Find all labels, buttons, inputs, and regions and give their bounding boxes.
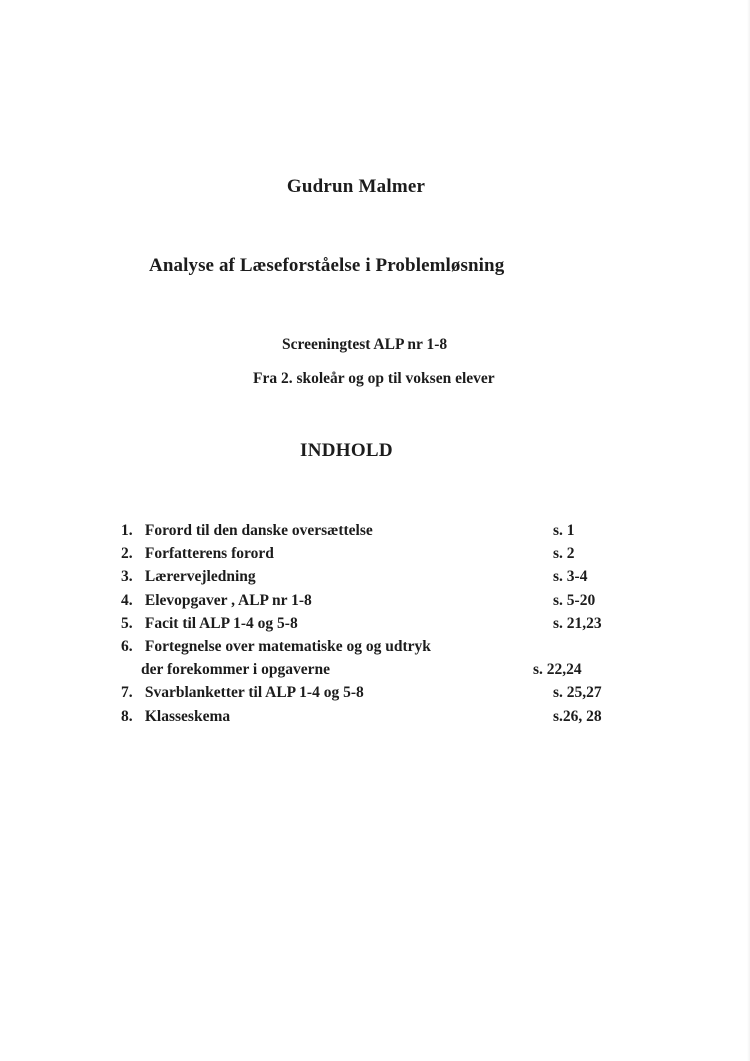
toc-entry-page: s. 2 — [553, 545, 575, 563]
toc-entry-page: s. 22,24 — [533, 661, 582, 679]
document-subtitle-audience: Fra 2. skoleår og op til voksen elever — [253, 370, 495, 387]
toc-entry-number: 8. — [121, 707, 133, 725]
toc-entry — [121, 705, 621, 728]
toc-entry-page: s. 3-4 — [553, 568, 588, 586]
toc-entry-title: Forfatterens forord — [144, 545, 274, 563]
toc-entry-continuation — [121, 658, 621, 681]
contents-heading: INDHOLD — [300, 440, 393, 461]
toc-entry — [121, 589, 621, 612]
toc-entry-page: s. 21,23 — [553, 614, 602, 632]
toc-entry-page: s. 1 — [553, 522, 575, 539]
toc-entry-page: s. 25,27 — [553, 684, 602, 702]
document-title: Analyse af Læseforståelse i Problemløsning — [149, 255, 505, 276]
table-of-contents — [121, 519, 621, 728]
toc-entry-page: s. 5-20 — [553, 591, 596, 609]
toc-entry-title: Lærervejledning — [144, 568, 256, 586]
toc-entry — [121, 519, 621, 542]
toc-entry-number: 3. — [121, 568, 133, 586]
toc-entry — [121, 612, 621, 635]
document-subtitle-test: Screeningtest ALP nr 1-8 — [282, 336, 448, 353]
toc-entry — [121, 542, 621, 565]
toc-entry — [121, 565, 621, 588]
toc-entry — [121, 635, 621, 658]
toc-entry-number: 1. — [121, 522, 133, 539]
toc-entry-title-continued: der forekommer i opgaverne — [141, 661, 330, 679]
toc-entry-title: Facit til ALP 1-4 og 5-8 — [144, 614, 298, 632]
toc-entry-title: Klasseskema — [144, 707, 231, 725]
toc-entry-number: 4. — [121, 591, 133, 609]
toc-entry — [121, 681, 621, 704]
author-name: Gudrun Malmer — [286, 176, 426, 197]
toc-entry-title: Elevopgaver , ALP nr 1-8 — [144, 591, 312, 609]
toc-entry-number: 7. — [121, 684, 133, 702]
toc-entry-number: 5. — [121, 614, 133, 632]
toc-entry-title: Svarblanketter til ALP 1-4 og 5-8 — [144, 684, 364, 702]
toc-entry-title: Forord til den danske oversættelse — [144, 522, 373, 539]
toc-entry-number: 2. — [121, 545, 133, 563]
toc-entry-number: 6. — [121, 637, 133, 655]
toc-entry-page: s.26, 28 — [553, 707, 602, 725]
toc-entry-title: Fortegnelse over matematiske og og udtryk — [144, 637, 431, 655]
